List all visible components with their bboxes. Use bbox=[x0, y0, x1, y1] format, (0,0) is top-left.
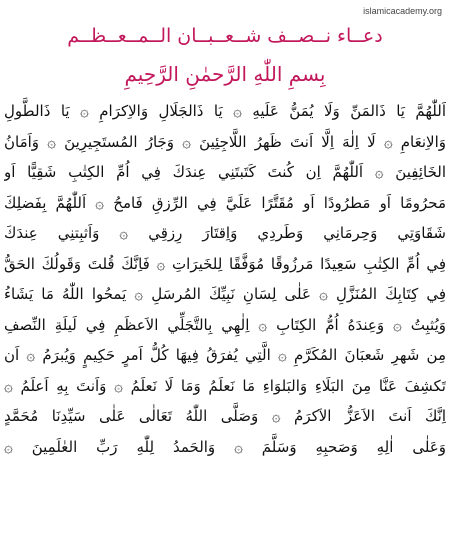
prayer-line: تَكشِفَ عَنَّا مِنَ البَلَاءِ وَالبَلوَاءِ مَا نَعلَمُ وَمَا لَا نَعلَمُ ۞ وَاَنتَ بِهِ اَعلَمُ ۞ bbox=[4, 376, 446, 395]
prayer-line: فِي اُمِّ الكِتٰبِ سَعِيدًا مَرزُوقًا مُوَفَّقًا لِلخَيرَاتِ ۞ فَاِنَّكَ قُلتَ وَقَولُكَ الحَقُّ bbox=[4, 254, 446, 273]
prayer-line: شَقَاوَتِي وَحِرمَانِي وَطَردِي وَاِقتَارَ رِزقِي ۞ وَاَثبِتنِي عِندَكَ bbox=[4, 224, 446, 242]
basmala: بِسمِ اللّٰهِ الرَّحمٰنِ الرَّحِيمِ bbox=[124, 62, 326, 86]
site-watermark[interactable]: islamicacademy.org bbox=[363, 6, 442, 16]
prayer-text bbox=[4, 96, 446, 462]
prayer-line: وَالاِنعَامِ ۞ لَا اِلٰهَ اِلَّا اَنتَ ظَهرُ اللَّاجِئِينَ ۞ وَجَارُ المُستَجِيرِينَ ۞ وَاَمَانُ bbox=[4, 132, 446, 151]
prayer-line: وَعَلٰى اٰلِهِ وَصَحبِهِ وَسَلَّمَ ۞ وَالحَمدُ لِلّٰهِ رَبِّ العٰلَمِينَ ۞ bbox=[4, 437, 446, 456]
prayer-line: مِن شَهرِ شَعبَانَ المُكَرَّمِ ۞ الَّتِي يُفرَقُ فِيهَا كُلُّ اَمرٍ حَكِيمٍ وَيُبرَمُ ۞ اَن bbox=[4, 346, 446, 364]
prayer-line: الخَائِفِينَ ۞ اَللّٰهُمَّ اِن كُنتَ كَتَبتَنِي عِندَكَ فِي اُمِّ الكِتٰبِ شَقِيًّا اَو bbox=[4, 163, 446, 181]
dua-title: دعــاء نــصــف شــعــبــان الــمــعــظــم bbox=[67, 25, 383, 47]
prayer-line: مَحرُومًا اَو مَطرُودًا اَو مُقَتَّرًا عَلَيَّ فِي الرِّزقِ فَامحُ ۞ اَللّٰهُمَّ بِفَضلِكَ bbox=[4, 193, 446, 212]
prayer-line: اَللّٰهُمَّ يَا ذَالمَنِّ وَلَا يُمَنُّ عَلَيهِ ۞ يَا ذَالجَلَالِ وَالاِكرَامِ ۞ يَا ذَالطَّولِ bbox=[4, 102, 446, 120]
prayer-line: وَيُثبِتُ ۞ وَعِندَهُ اُمُّ الكِتَابِ ۞ اِلٰهِي بِالتَّجَلِّي الاَعظَمِ فِي لَيلَةِ النِّصفِ bbox=[4, 315, 446, 334]
prayer-line: اِنَّكَ اَنتَ الاَعَزُّ الاَكرَمُ ۞ وَصَلَّى اللّٰهُ تَعَالٰى عَلٰى سَيِّدِنَا مُحَمَّدٍ bbox=[4, 407, 446, 425]
prayer-line: فِي كِتَابِكَ المُنَزَّلِ ۞ عَلٰى لِسَانِ نَبِيِّكَ المُرسَلِ ۞ يَمحُوا اللّٰهُ مَا يَشَاءُ bbox=[4, 285, 446, 303]
